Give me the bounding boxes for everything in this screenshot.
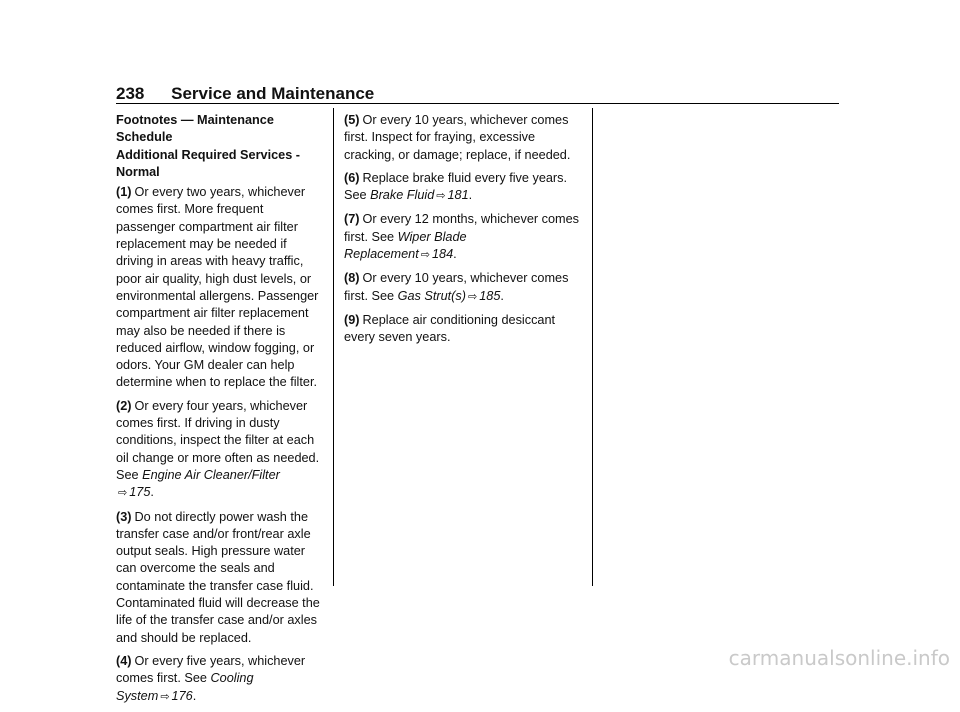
page-reference-arrow-icon: ⇨ — [436, 190, 446, 203]
footnotes-heading-line1: Footnotes — Maintenance Schedule — [116, 113, 274, 145]
footnote-punctuation: . — [500, 288, 504, 303]
cross-reference-link[interactable]: Cooling System — [116, 671, 254, 703]
column-divider-2 — [592, 108, 593, 586]
footnote-6 — [344, 170, 581, 206]
footnote-number: (3) — [116, 509, 132, 524]
footnote-text: Replace air conditioning desiccant every seven years. — [344, 312, 556, 345]
watermark: carmanualsonline.info — [728, 646, 950, 670]
footnote-text: Or every four years, whichever comes first. If driving in dusty conditions, inspect the filter at each oil change or more often as needed. See — [116, 398, 320, 482]
footnote-number: (6) — [344, 170, 360, 185]
footnote-number: (9) — [344, 312, 360, 327]
page-number: 238 — [116, 84, 145, 103]
footnote-punctuation: . — [150, 485, 154, 500]
page-reference-arrow-icon: ⇨ — [420, 249, 430, 262]
footnote-text: Replace brake fluid every five years. See — [344, 170, 568, 203]
footnote-2 — [116, 398, 326, 503]
footnote-punctuation: . — [453, 247, 457, 262]
footnote-number: (7) — [344, 212, 360, 227]
page-reference-link[interactable]: 181 — [447, 188, 469, 203]
footnote-text: Or every two years, whichever comes first. More frequent passenger compartment air filter replacement may be needed if driving in areas with heavy traffic, poor air quality, high dust levels, or environmental allergens. Passenger compartment air filter replacement may also be needed if there is reduced airflow, window fogging, or odors. Your GM dealer can help determine when to replace the filter. — [116, 185, 319, 390]
footnote-1 — [116, 184, 326, 392]
cross-reference-link[interactable]: Wiper Blade Replacement — [344, 229, 467, 262]
cross-reference-link[interactable]: Gas Strut(s) — [397, 288, 466, 303]
page-title: Service and Maintenance — [171, 84, 375, 103]
cross-reference-link[interactable]: Engine Air Cleaner/Filter — [142, 467, 280, 482]
page-reference-link[interactable]: 184 — [431, 247, 454, 262]
footnote-number: (4) — [116, 653, 132, 668]
page-reference-link[interactable]: 176 — [171, 688, 193, 703]
footnote-text: Or every 10 years, whichever comes first. Inspect for fraying, excessive cracking, or damage; replace, if needed. — [344, 113, 571, 162]
footnote-punctuation: . — [468, 188, 473, 203]
cross-reference-link[interactable]: Brake Fluid — [370, 188, 435, 203]
footnote-number: (1) — [116, 185, 132, 200]
page-reference-arrow-icon: ⇨ — [118, 487, 128, 500]
column-left — [116, 112, 326, 712]
page-reference-arrow-icon: ⇨ — [467, 290, 478, 303]
page-reference-link[interactable]: 175 — [129, 485, 151, 500]
footnote-number: (5) — [344, 113, 360, 127]
page-reference-arrow-icon: ⇨ — [160, 690, 170, 703]
footnote-4 — [116, 653, 326, 706]
footnote-number: (2) — [116, 398, 132, 413]
footnote-3 — [116, 509, 326, 647]
footnote-8 — [344, 270, 581, 306]
footnote-text: Or every 10 years, whichever comes first. See — [344, 271, 569, 303]
header-rule — [116, 103, 839, 104]
footnote-punctuation: . — [192, 688, 197, 703]
footnotes-heading — [116, 112, 326, 181]
footnote-text: Do not directly power wash the transfer case and/or front/rear axle output seals. High pressure water can overcome the seals and contaminate the transfer case fluid. Contaminated fluid will decrease the life of the transfer case and/or axles and should be replaced. — [116, 509, 320, 645]
page-reference-link[interactable]: 185 — [479, 288, 501, 303]
footnote-7 — [344, 211, 581, 264]
footnote-9 — [344, 312, 581, 347]
footnote-5 — [344, 112, 581, 164]
footnote-text: Or every five years, whichever comes first. See — [116, 653, 306, 686]
footnote-text: Or every 12 months, whichever comes first. See — [344, 212, 579, 244]
footnotes-heading-line2: Additional Required Services - Normal — [116, 147, 301, 179]
page-header — [116, 84, 374, 104]
column-divider-1 — [333, 108, 334, 586]
column-middle — [344, 112, 581, 353]
footnote-number: (8) — [344, 271, 360, 286]
